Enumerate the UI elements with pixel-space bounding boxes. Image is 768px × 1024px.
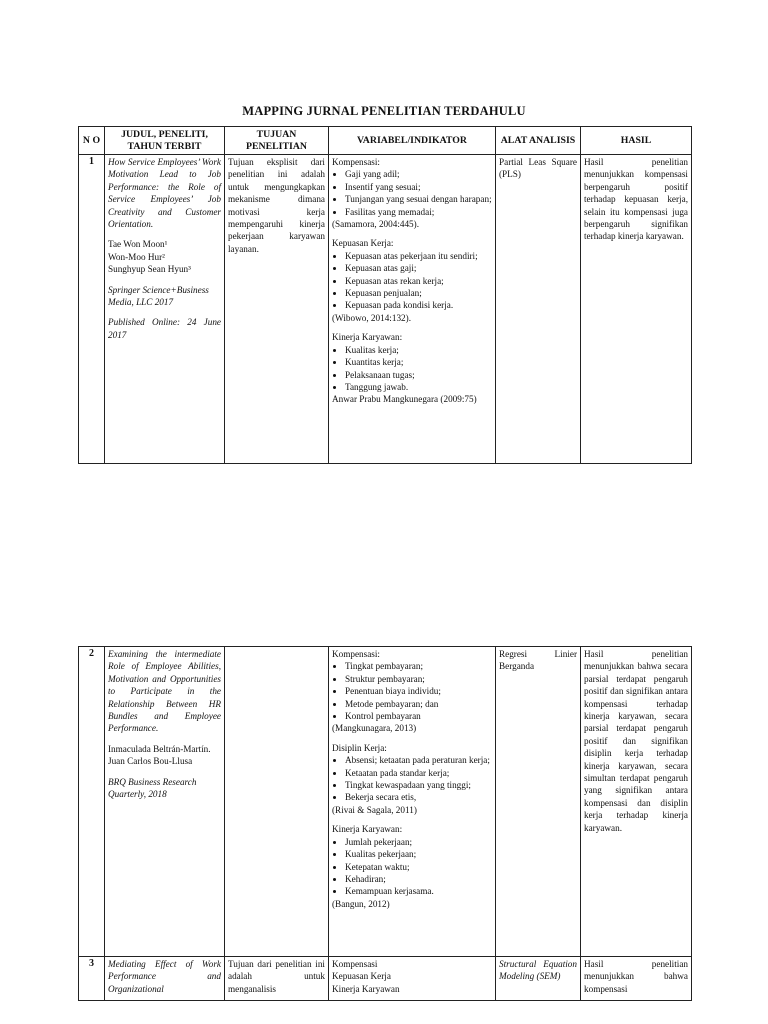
variable-source: (Bangun, 2012) <box>332 898 390 909</box>
variabel-cell <box>329 957 496 1001</box>
variable-heading: Kompensasi: <box>332 157 380 167</box>
variable-heading: Kepuasan Kerja: <box>332 238 394 249</box>
journal-title: Examining the intermediate Role of Employee Abilities, Motivation and Opportunities to Participate in the Relationship Between HR Bundles and Employee Performance. <box>108 649 221 734</box>
indicator-item: • Tanggung jawab. <box>345 381 492 393</box>
author: Inmaculada Beltrán-Martín. <box>108 743 211 754</box>
row-number: 1 <box>79 155 105 464</box>
header-no: N O <box>79 127 105 155</box>
indicator-item: • Kepuasan pada kondisi kerja. <box>345 299 492 311</box>
indicator-list <box>332 250 492 312</box>
variable-source: (Rivai & Sagala, 2011) <box>332 804 417 815</box>
variable-group <box>332 237 492 324</box>
header-alat: ALAT ANALISIS <box>496 127 581 155</box>
indicator-list <box>332 754 492 804</box>
variable-source: (Mangkunagara, 2013) <box>332 723 417 734</box>
tujuan-cell: Tujuan dari penelitian ini adalah untuk menganalisis <box>225 957 329 1001</box>
variable-heading: Kinerja Karyawan: <box>332 824 403 835</box>
indicator-item: • Tingkat pembayaran; <box>345 660 492 672</box>
hasil-cell: Hasil penelitian menunjukkan bahwa secara parsial terdapat pengaruh positif dan signifikan antara kompensasi terhadap kinerja karyawan, secara parsial terdapat pengaruh positif dan signifikan disiplin kerja terhadap kinerja karyawan, secara simultan terdapat pengaruh yang signifikan antara kompensasi dan disiplin kerja terhadap kinerja karyawan. <box>581 647 692 957</box>
variable-heading: Disiplin Kerja: <box>332 742 387 753</box>
alat-cell: Structural Equation Modeling (SEM) <box>496 957 581 1001</box>
indicator-item: • Kualitas pekerjaan; <box>345 848 492 860</box>
indicator-item: • Kuantitas kerja; <box>345 356 492 368</box>
indicator-list <box>332 660 492 722</box>
indicator-item: • Tunjangan yang sesuai dengan harapan; <box>345 193 492 205</box>
indicator-item: • Kepuasan atas rekan kerja; <box>345 275 492 287</box>
indicator-list <box>332 168 492 218</box>
indicator-item: • Struktur pembayaran; <box>345 673 492 685</box>
mapping-table-part-2 <box>78 646 692 1001</box>
variable-line: Kepuasan Kerja <box>332 971 391 982</box>
page-title: MAPPING JURNAL PENELITIAN TERDAHULU <box>242 104 526 118</box>
table-row <box>79 957 692 1001</box>
table-header-row <box>79 127 692 155</box>
variable-group <box>332 823 492 910</box>
indicator-item: • Kepuasan penjualan; <box>345 287 492 299</box>
header-tujuan: TUJUAN PENELITIAN <box>225 127 329 155</box>
indicator-item: • Ketepatan waktu; <box>345 861 492 873</box>
author: Sunghyup Sean Hyun³ <box>108 264 191 275</box>
indicator-item: • Tingkat kewaspadaan yang tinggi; <box>345 779 492 791</box>
journal-title: How Service Employees’ Work Motivation Lead to Job Performance: the Role of Service Employees’ Job Creativity and Customer Orientation. <box>108 157 221 230</box>
table-row <box>79 647 692 957</box>
publisher: BRQ Business Research Quarterly, 2018 <box>108 776 197 800</box>
variable-line: Kinerja Karyawan <box>332 983 400 994</box>
indicator-item: • Kontrol pembayaran <box>345 710 492 722</box>
indicator-item: • Kehadiran; <box>345 873 492 885</box>
variable-group <box>332 648 492 735</box>
published-date: Published Online: 24 June 2017 <box>108 317 221 340</box>
indicator-item: • Metode pembayaran; dan <box>345 698 492 710</box>
variabel-cell <box>329 647 496 957</box>
indicator-list <box>332 836 492 898</box>
publisher: Springer Science+Business Media, LLC 2017 <box>108 284 209 308</box>
indicator-item: • Ketaatan pada standar kerja; <box>345 767 492 779</box>
row-number: 2 <box>79 647 105 957</box>
indicator-item: • Gaji yang adil; <box>345 168 492 180</box>
author: Tae Won Moon¹ <box>108 239 168 250</box>
variable-heading: Kinerja Karyawan: <box>332 332 403 343</box>
indicator-item: • Absensi; ketaatan pada peraturan kerja; <box>345 754 492 766</box>
hasil-cell: Hasil penelitian menunjukkan bahwa kompensasi <box>581 957 692 1001</box>
indicator-item: • Kepuasan atas gaji; <box>345 262 492 274</box>
mapping-table-part-1 <box>78 126 692 464</box>
alat-cell: Regresi Linier Berganda <box>496 647 581 957</box>
header-judul: JUDUL, PENELITI, TAHUN TERBIT <box>105 127 225 155</box>
variabel-cell <box>329 155 496 464</box>
indicator-list <box>332 344 492 394</box>
row-number: 3 <box>79 957 105 1001</box>
indicator-item: • Penentuan biaya individu; <box>345 685 492 697</box>
judul-cell <box>105 647 225 957</box>
indicator-item: • Bekerja secara etis, <box>345 791 492 803</box>
indicator-item: • Fasilitas yang memadai; <box>345 206 492 218</box>
variable-group <box>332 331 492 405</box>
variable-group <box>332 156 492 230</box>
header-hasil: HASIL <box>581 127 692 155</box>
judul-cell <box>105 155 225 464</box>
alat-cell: Partial Leas Square (PLS) <box>496 155 581 464</box>
indicator-item: • Insentif yang sesuai; <box>345 181 492 193</box>
indicator-item: • Kepuasan atas pekerjaan itu sendiri; <box>345 250 492 262</box>
table-row <box>79 155 692 464</box>
variable-line: Kompensasi <box>332 959 378 969</box>
author-list <box>108 238 221 275</box>
variable-source: (Wibowo, 2014:132). <box>332 312 411 323</box>
variable-source: (Samamora, 2004:445). <box>332 219 420 230</box>
author: Juan Carlos Bou-Llusa <box>108 756 193 767</box>
indicator-item: • Kualitas kerja; <box>345 344 492 356</box>
variable-source: Anwar Prabu Mangkunegara (2009:75) <box>332 394 477 405</box>
indicator-item: • Pelaksanaan tugas; <box>345 369 492 381</box>
journal-title: Mediating Effect of Work Performance and Organizational <box>105 957 225 1001</box>
variable-heading: Kompensasi: <box>332 649 380 659</box>
hasil-cell: Hasil penelitian menunjukkan kompensasi berpengaruh positif terhadap kepuasan kerja, selain itu kompensasi juga berpengaruh signifikan terhadap kinerja karyawan. <box>581 155 692 464</box>
indicator-item: • Jumlah pekerjaan; <box>345 836 492 848</box>
tujuan-cell: Tujuan eksplisit dari penelitian ini adalah untuk mengungkapkan mekanisme dimana motivasi kerja mempengaruhi kinerja pekerjaan karyawan layanan. <box>225 155 329 464</box>
header-variabel: VARIABEL/INDIKATOR <box>329 127 496 155</box>
author-list <box>108 743 221 768</box>
tujuan-cell <box>225 647 329 957</box>
author: Won-Moo Hur² <box>108 251 165 262</box>
variable-group <box>332 742 492 816</box>
indicator-item: • Kemampuan kerjasama. <box>345 885 492 897</box>
